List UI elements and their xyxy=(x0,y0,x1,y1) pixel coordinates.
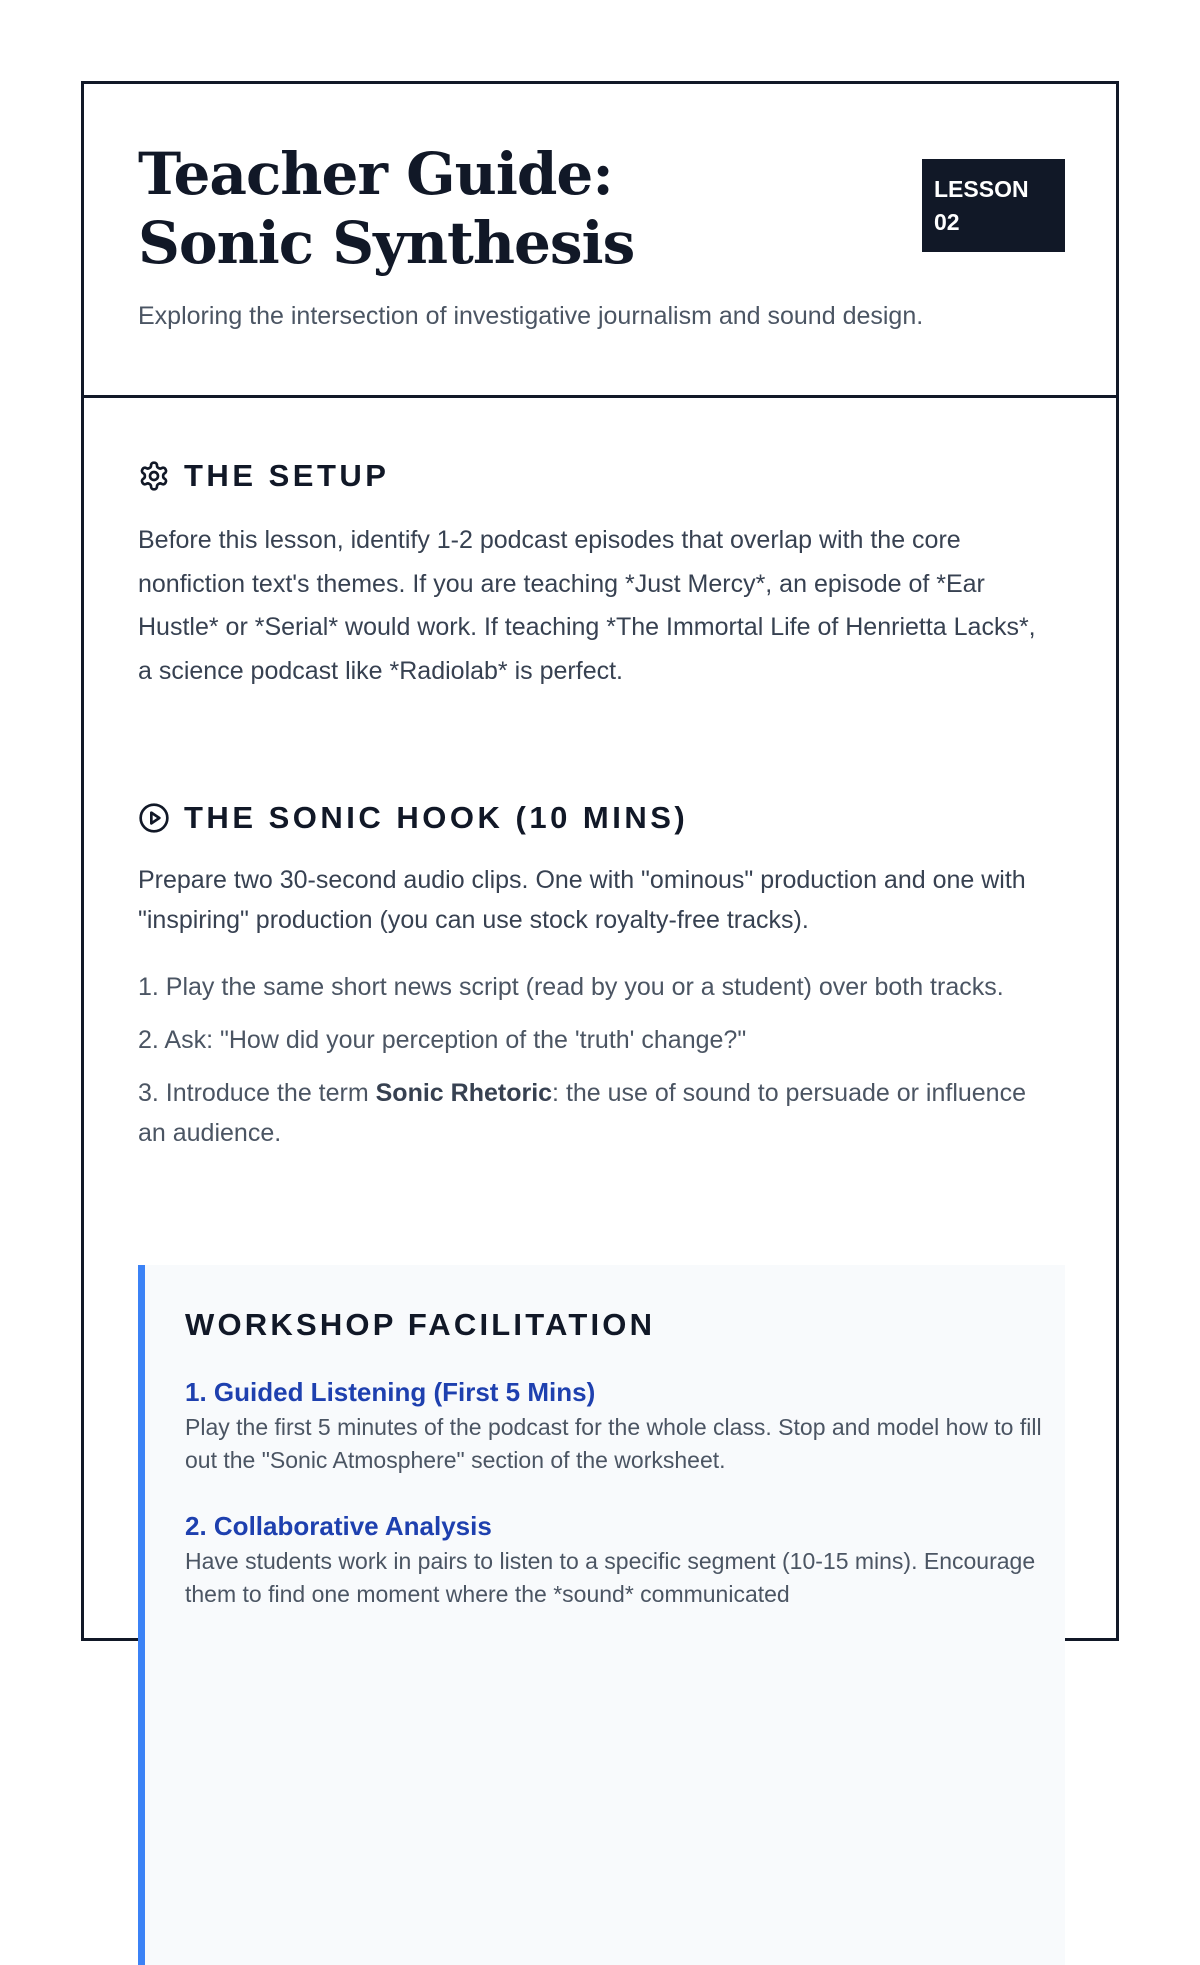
workshop-panel xyxy=(138,1265,1065,1965)
lesson-badge xyxy=(922,159,1065,252)
sonic-rhetoric-term: Sonic Rhetoric xyxy=(375,1079,553,1107)
play-circle-icon xyxy=(138,802,170,834)
hook-intro: Prepare two 30-second audio clips. One with "ominous" production and one with "inspiring" production (you can use stock royalty-free tracks). xyxy=(138,866,1026,934)
hook-step-3-prefix: 3. Introduce the term xyxy=(138,1079,376,1107)
hook-heading-text: THE SONIC HOOK (10 MINS) xyxy=(184,800,689,835)
hook-heading xyxy=(138,800,688,836)
workshop-item-title: 1. Guided Listening (First 5 Mins) xyxy=(185,1377,596,1407)
lesson-badge-number: 02 xyxy=(934,209,960,235)
workshop-item-body: Have students work in pairs to listen to a specific segment (10-15 mins). Encourage them to find one moment where the *sound* communicated xyxy=(185,1548,1036,1607)
gear-icon xyxy=(138,460,170,492)
lesson-badge-label: LESSON xyxy=(934,176,1029,202)
hook-step-3 xyxy=(138,1073,1058,1153)
hook-steps xyxy=(138,967,1058,1166)
page-subtitle: Exploring the intersection of investigative journalism and sound design. xyxy=(138,302,924,330)
workshop-item xyxy=(185,1509,1045,1611)
hook-step-2: 2. Ask: "How did your perception of the 'truth' change?" xyxy=(138,1026,747,1054)
hook-step-3-suffix: : the use of sound to persuade or influence an audience. xyxy=(138,1079,1026,1147)
teacher-guide-card xyxy=(81,81,1119,1641)
workshop-item-body: Play the first 5 minutes of the podcast for the whole class. Stop and model how to fill out the "Sonic Atmosphere" section of the worksheet. xyxy=(185,1414,1042,1473)
workshop-item-title: 2. Collaborative Analysis xyxy=(185,1511,492,1541)
setup-heading-text: THE SETUP xyxy=(184,458,390,493)
guide-header xyxy=(84,84,1116,398)
hook-step-1: 1. Play the same short news script (read by you or a student) over both tracks. xyxy=(138,973,1004,1001)
setup-heading xyxy=(138,458,389,494)
page-title: Teacher Guide: Sonic Synthesis xyxy=(138,140,635,277)
setup-body: Before this lesson, identify 1-2 podcast episodes that overlap with the core nonfiction text's themes. If you are teaching *Just Mercy*, an episode of *Ear Hustle* or *Serial* would work. If teaching *The Immortal Life of Henrietta Lacks*, a science podcast like *Radiolab* is perfect. xyxy=(138,526,1036,685)
workshop-heading: WORKSHOP FACILITATION xyxy=(185,1307,656,1342)
workshop-item xyxy=(185,1375,1045,1477)
